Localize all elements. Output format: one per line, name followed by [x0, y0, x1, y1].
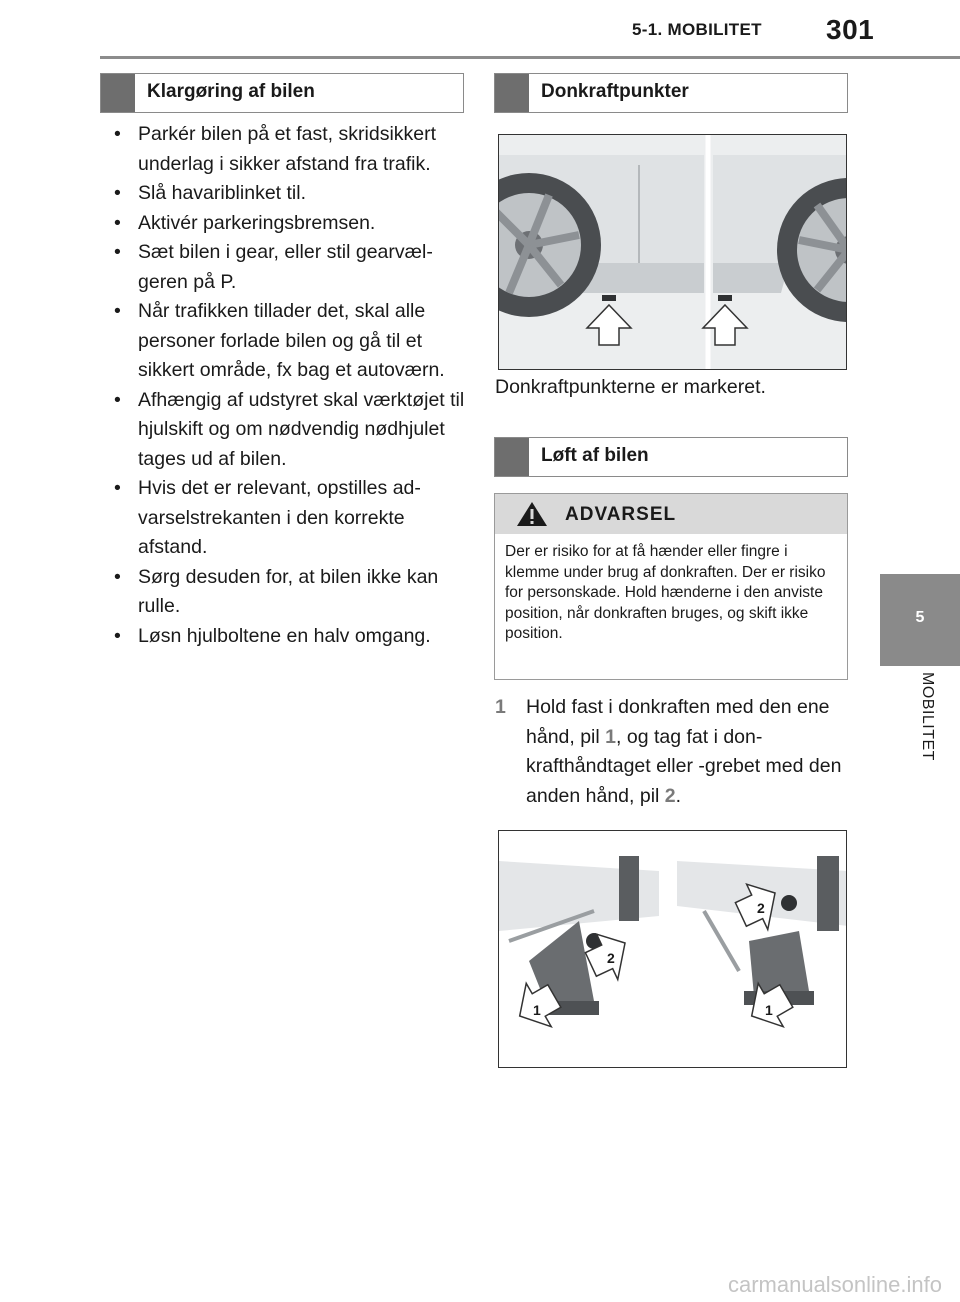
list-item: • Slå havariblinket til. [114, 179, 474, 209]
list-item: • Aktivér parkeringsbremsen. [114, 209, 474, 239]
list-item: • Hvis det er relevant, opstilles advarselstrekanten i den korrekte afstand. [114, 474, 474, 563]
heading-lift: Løft af bilen [541, 445, 649, 466]
warning-title: ADVARSEL [565, 504, 677, 525]
section-title: 5-1. MOBILITET [632, 20, 762, 39]
watermark: carmanualsonline.info [727, 1272, 942, 1297]
heading-preparation: Klargøring af bilen [147, 81, 315, 102]
chapter-side-label: MOBILITET [919, 672, 936, 761]
list-item: • Sørg desuden for, at bilen ikke kan rulle. [114, 563, 474, 622]
list-item: • Parkér bilen på et fast, skridsikkert underlag i sikker afstand fra trafik. [114, 120, 474, 179]
figure-label-2: 2 [757, 900, 765, 916]
jack-usage-figure [498, 830, 847, 1068]
step-number: 1 [495, 696, 506, 718]
jack-points-illustration [499, 135, 847, 370]
preparation-list [114, 120, 474, 651]
step-text-part: Hold fast i donkraften med den ene hånd, pil [526, 696, 830, 748]
figure-label-1: 1 [533, 1002, 541, 1018]
warning-header [495, 494, 847, 534]
heading-jack-points: Donkraftpunkter [541, 81, 689, 102]
jack-points-figure [498, 134, 847, 370]
jack-usage-illustration [499, 831, 847, 1068]
figure-label-1: 1 [765, 1002, 773, 1018]
heading-box-lift [494, 437, 848, 477]
warning-text: Der er risiko for at få hænder eller fingre i klemme under brug af donkraften. Der er risiko for personskade. Hold hænderne i den anviste position, når donkraften bruges, og skift ikke position. [505, 543, 826, 642]
arrow-ref-1: 1 [605, 725, 617, 748]
heading-box-preparation [100, 73, 464, 113]
step-text [495, 693, 855, 811]
figure-label-2: 2 [607, 950, 615, 966]
heading-bar [101, 74, 135, 112]
header-rule [100, 56, 960, 59]
list-item: • Løsn hjulboltene en halv omgang. [114, 622, 474, 652]
step-1 [495, 693, 855, 811]
heading-bar [495, 74, 529, 112]
heading-box-jack-points [494, 73, 848, 113]
heading-bar [495, 438, 529, 476]
list-item: • Afhængig af udstyret skal værktøjet til hjulskift og om nødvendig nødhjulet tages ud af bilen. [114, 386, 474, 475]
chapter-tab-number: 5 [915, 609, 925, 626]
warning-box [494, 493, 848, 680]
jack-points-caption: Donkraftpunkterne er markeret. [495, 376, 766, 398]
step-text-part: , og tag fat i donkrafthåndtaget eller -grebet med den anden hånd, pil [526, 725, 842, 807]
arrow-ref-2: 2 [664, 784, 676, 807]
page-number: 301 [826, 14, 875, 45]
warning-triangle-icon [515, 500, 549, 533]
chapter-tab[interactable] [880, 574, 960, 666]
list-item: • Sæt bilen i gear, eller stil gearvælgeren på P. [114, 238, 474, 297]
step-text-part: . [675, 784, 682, 807]
list-item: • Når trafikken tillader det, skal alle personer forlade bilen og gå til et sikkert område, fx bag et autoværn. [114, 297, 474, 386]
